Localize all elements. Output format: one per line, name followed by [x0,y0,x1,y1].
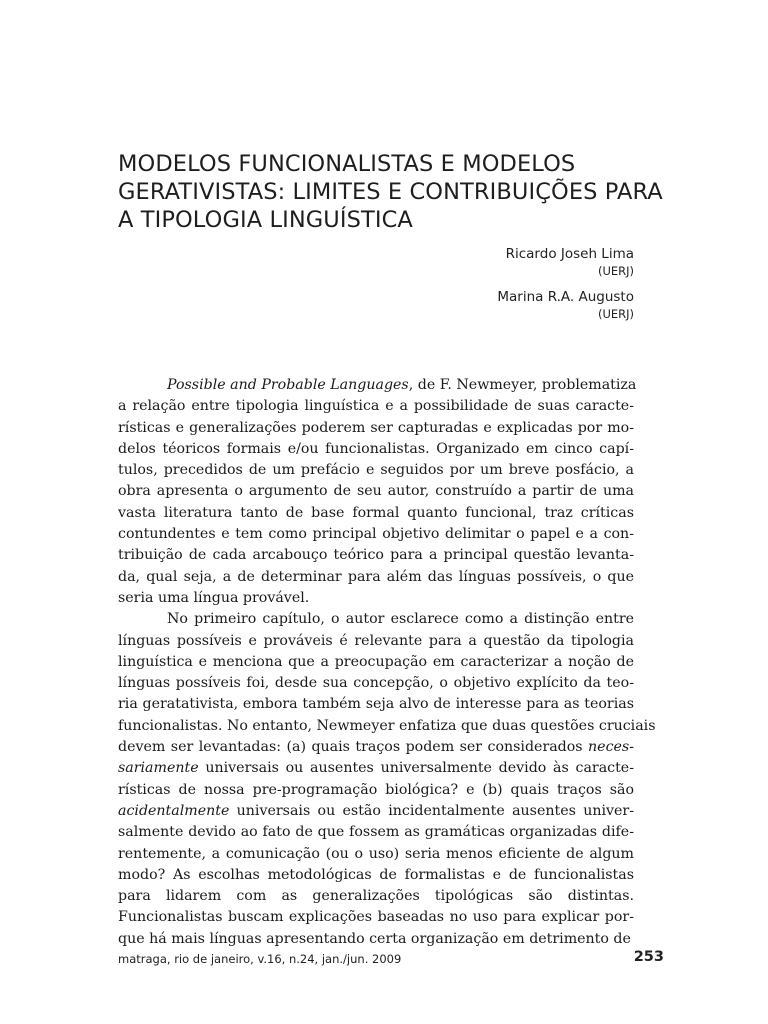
text-line [118,375,637,396]
text-segment: tribuição de cada arcabouço teórico para a principal questão levanta- [118,547,634,564]
text-segment: línguas possíveis e prováveis é relevante para a questão da tipologia [118,632,634,649]
text-line [118,844,634,865]
text-segment: devem ser levantadas: (a) quais traços podem ser considerados [118,739,589,756]
text-line [118,780,634,801]
text-line [118,822,634,843]
text-line [118,503,634,524]
text-segment: universais ou ausentes universalmente devido às caracte- [198,760,634,777]
text-line [118,694,634,715]
text-line [118,865,634,886]
paragraph [118,609,656,950]
author-block [506,244,634,278]
article-title [118,150,663,234]
text-line [118,545,634,566]
text-line [118,567,634,588]
text-segment: rísticas e generalizações poderem ser capturadas e explicadas por mo- [118,419,634,436]
text-segment: da, qual seja, a de determinar para além das línguas possíveis, o que [118,568,634,585]
page-number: 253 [633,949,664,965]
title-line: GERATIVISTAS: LIMITES E CONTRIBUIÇÕES PARA [118,179,663,205]
text-line [118,758,634,779]
author-institution: (UERJ) [597,264,634,278]
text-segment: funcionalistas. No entanto, Newmeyer enfatiza que duas questões cruciais [118,717,656,734]
text-line [118,652,634,673]
text-line [118,886,634,907]
paragraph [118,375,637,609]
text-segment: tulos, precedidos de um prefácio e seguidos por um breve posfácio, a [118,462,634,479]
text-segment: No primeiro capítulo, o autor esclarece como a distinção entre [167,611,634,628]
journal-citation: matraga, rio de janeiro, v.16, n.24, jan./jun. 2009 [118,952,402,966]
text-line [118,929,634,950]
italic-text: acidentalmente [118,802,230,819]
italic-text: neces- [588,739,634,756]
text-segment: delos téoricos formais e/ou funcionalistas. Organizado em cinco capí- [118,440,634,457]
article-body [118,375,656,950]
text-segment: contundentes e tem como principal objetivo delimitar o papel e a con- [118,526,634,543]
text-line [118,460,634,481]
text-line [118,524,634,545]
text-line [118,609,634,630]
text-line [118,481,634,502]
text-segment: vasta literatura tanto de base formal quanto funcional, traz críticas [118,504,634,521]
text-line [118,588,634,609]
text-line [118,631,634,652]
text-segment: para lidarem com as generalizações tipológicas são distintas. [118,888,634,905]
author-institution: (UERJ) [597,307,634,321]
text-segment: salmente devido ao fato de que fossem as gramáticas organizadas dife- [118,824,634,841]
text-line [118,418,634,439]
text-segment: modo? As escolhas metodológicas de formalistas e de funcionalistas [118,866,634,883]
author-name: Marina R.A. Augusto [497,289,634,305]
text-segment: rentemente, a comunicação (ou o uso) seria menos eficiente de algum [118,845,634,862]
text-segment: que há mais línguas apresentando certa organização em detrimento de [118,930,631,947]
title-line: A TIPOLOGIA LINGUÍSTICA [118,207,413,233]
text-segment: línguas possíveis foi, desde sua concepção, o objetivo explícito da teo- [118,675,634,692]
italic-text: sariamente [118,760,199,777]
text-segment: Funcionalistas buscam explicações baseadas no uso para explicar por- [118,909,634,926]
text-line [118,673,634,694]
author-name: Ricardo Joseh Lima [505,246,634,262]
text-segment: universais ou estão incidentalmente ausentes univer- [229,802,634,819]
text-segment: rísticas de nossa pre-programação biológica? e (b) quais traços são [118,781,634,798]
text-line [118,396,634,417]
text-segment: obra apresenta o argumento de seu autor, construído a partir de uma [118,483,634,500]
text-segment: , de F. Newmeyer, problematiza [408,377,637,393]
text-line [118,716,656,737]
text-line [118,801,634,822]
text-segment: seria uma língua provável. [118,589,310,606]
italic-text: Possible and Probable Languages [167,377,409,393]
text-segment: linguística e menciona que a preocupação em caracterizar a noção de [118,653,634,670]
title-line: MODELOS FUNCIONALISTAS E MODELOS [118,151,576,177]
text-line [118,737,634,758]
text-segment: a relação entre tipologia linguística e a possibilidade de suas caracte- [118,398,634,415]
text-line [118,439,634,460]
author-block [497,287,634,321]
text-line [118,907,634,928]
text-segment: ria geratativista, embora também seja alvo de interesse para as teorias [118,696,634,713]
